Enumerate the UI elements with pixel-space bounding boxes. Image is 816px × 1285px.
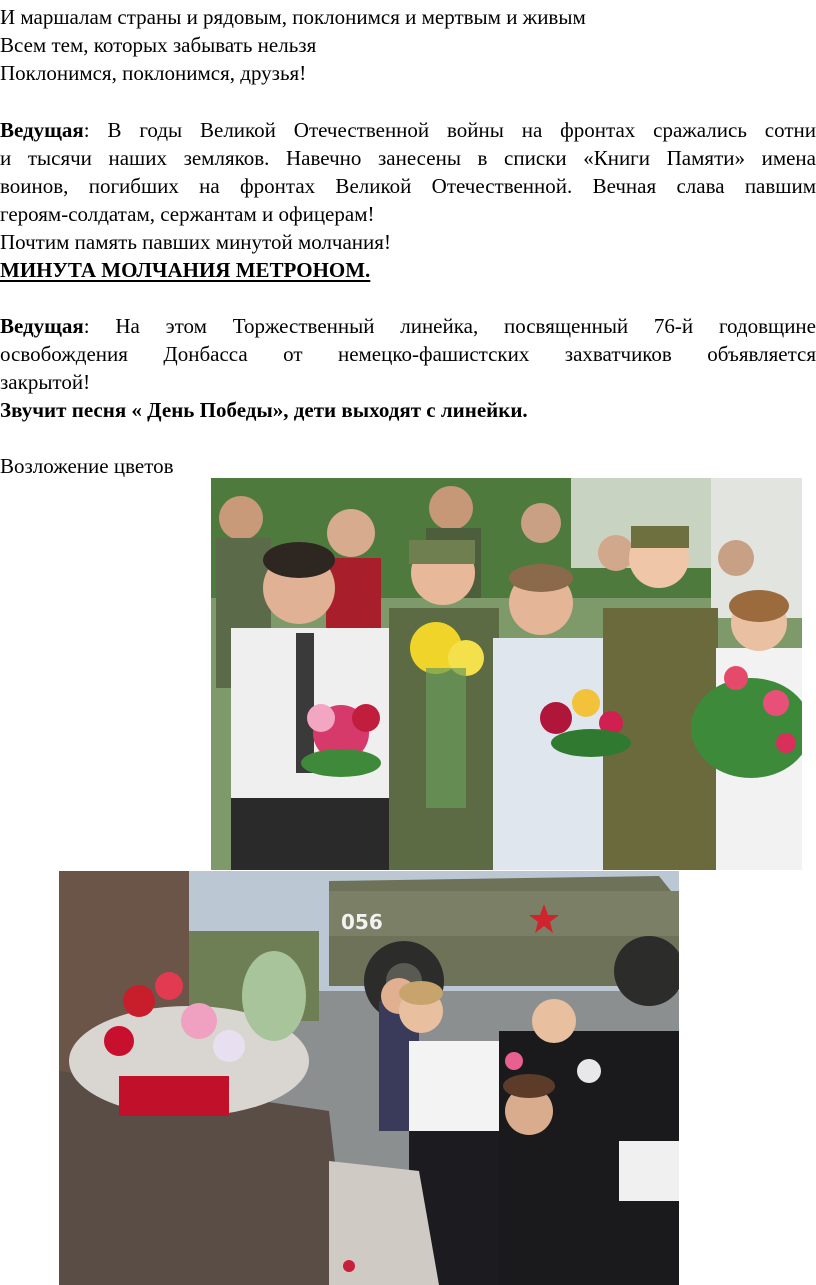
para2-line-1 (0, 313, 816, 339)
poem-line-2: Всем тем, которых забывать нельзя (0, 33, 317, 57)
speaker-label: Ведущая (0, 118, 84, 142)
speaker-label: Ведущая (0, 314, 84, 338)
para1-line-1 (0, 117, 816, 143)
para1-line-3: воинов, погибших на фронтах Великой Отечественной. Вечная слава павшим (0, 174, 816, 198)
para1-line-2: и тысячи наших земляков. Навечно занесены в списки «Книги Памяти» имена (0, 146, 816, 170)
para1-line-5: Почтим память павших минутой молчания! (0, 230, 391, 254)
vehicle-number: 056 (341, 910, 383, 934)
para2-line-2: освобождения Донбасса от немецко-фашистских захватчиков объявляется (0, 342, 816, 366)
song-line: Звучит песня « День Победы», дети выходят с линейки. (0, 398, 528, 422)
poem-line-3: Поклонимся, поклонимся, друзья! (0, 61, 307, 85)
flowers-caption: Возложение цветов (0, 454, 174, 478)
children-with-flowers-photo (211, 478, 802, 870)
minute-of-silence-heading: МИНУТА МОЛЧАНИЯ МЕТРОНОМ. (0, 258, 371, 282)
para1-text: : В годы Великой Отечественной войны на фронтах сражались сотни (83, 118, 816, 142)
poem-line-1: И маршалам страны и рядовым, поклонимся и мертвым и живым (0, 5, 586, 29)
para2-line-3: закрытой! (0, 370, 91, 394)
para1-line-4: героям-солдатам, сержантам и офицерам! (0, 202, 375, 226)
laying-flowers-memorial-photo (59, 871, 679, 1285)
para2-text: : На этом Торжественный линейка, посвященный 76-й годовщине (83, 314, 816, 338)
